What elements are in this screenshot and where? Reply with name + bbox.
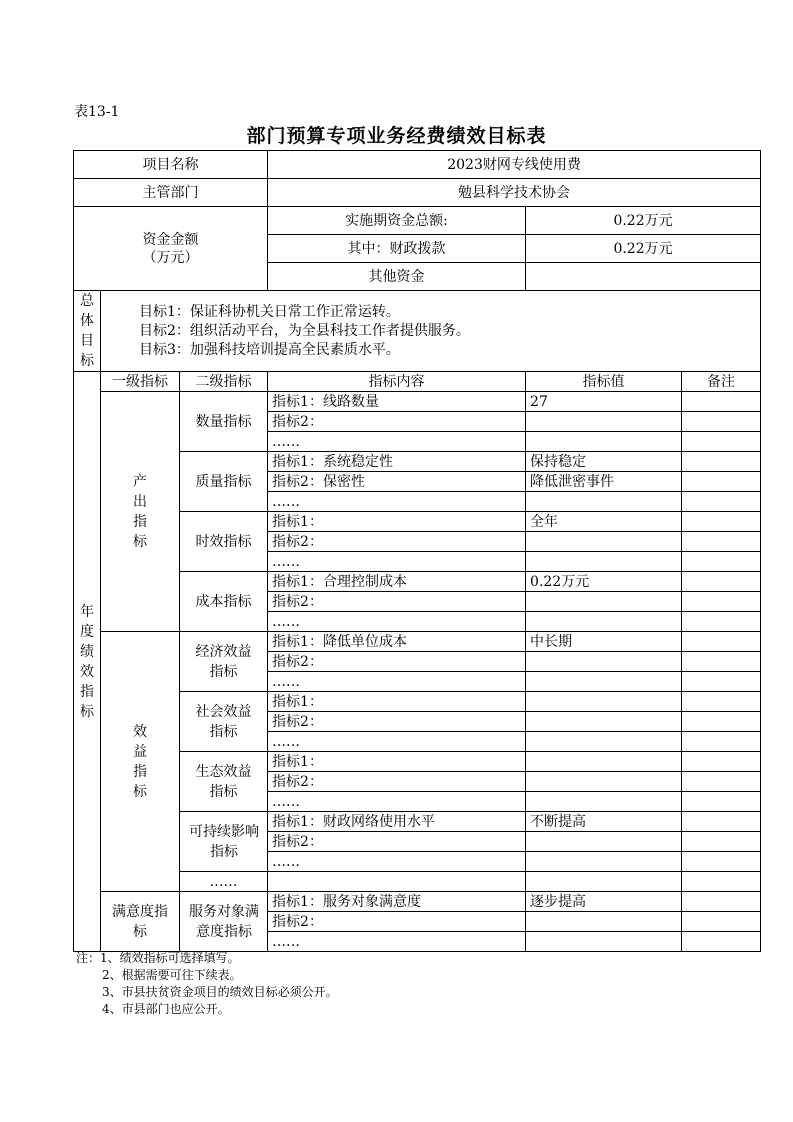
sustainable-indicator: 可持续影响指标: [180, 812, 268, 872]
indicator-value: [526, 712, 682, 732]
indicator-note: [682, 732, 761, 752]
indicator-note: [682, 432, 761, 452]
indicator-content: [268, 872, 526, 892]
department-value: 勉县科学技术协会: [268, 179, 761, 207]
indicator-note: [682, 832, 761, 852]
indicator-value: [526, 672, 682, 692]
satisfaction-indicators-label: 满意度指标: [101, 892, 180, 952]
indicator-note: [682, 452, 761, 472]
social-indicator: 社会效益指标: [180, 692, 268, 752]
indicator-note: [682, 612, 761, 632]
cost-indicator: 成本指标: [180, 572, 268, 632]
service-satisfaction-indicator: 服务对象满意度指标: [180, 892, 268, 952]
indicator-note: [682, 512, 761, 532]
indicator-content: 指标1：: [268, 752, 526, 772]
annual-indicators-label: 年度绩效指标: [74, 372, 101, 952]
indicator-header-row: [74, 372, 761, 392]
indicator-content: 指标2：保密性: [268, 472, 526, 492]
overall-goals-label: 总体目标: [74, 291, 101, 372]
indicator-value: 27: [526, 392, 682, 412]
indicator-note: [682, 852, 761, 872]
indicator-value: [526, 412, 682, 432]
quality-indicator: 质量指标: [180, 452, 268, 512]
indicator-content: 指标2：: [268, 712, 526, 732]
indicator-note: [682, 692, 761, 712]
indicator-content: 指标1：财政网络使用水平: [268, 812, 526, 832]
indicator-note: [682, 652, 761, 672]
output-indicators-label: 产出指标: [101, 392, 180, 632]
indicator-value: 不断提高: [526, 812, 682, 832]
funds-fiscal-label: 其中：财政拨款: [268, 235, 526, 263]
indicator-content: ……: [268, 672, 526, 692]
indicator-note: [682, 672, 761, 692]
indicator-content: ……: [268, 792, 526, 812]
department-row: [74, 179, 761, 207]
indicator-note: [682, 872, 761, 892]
indicator-content: 指标1：降低单位成本: [268, 632, 526, 652]
indicator-value: [526, 872, 682, 892]
funds-label-cell: [74, 207, 268, 291]
indicator-value: 降低泄密事件: [526, 472, 682, 492]
indicator-note: [682, 532, 761, 552]
indicator-note: [682, 812, 761, 832]
indicator-content: 指标2：: [268, 832, 526, 852]
indicator-value: [526, 532, 682, 552]
document-title: 部门预算专项业务经费绩效目标表: [246, 125, 547, 147]
indicator-content: 指标2：: [268, 532, 526, 552]
indicator-value: [526, 932, 682, 952]
timeliness-indicator: 时效指标: [180, 512, 268, 572]
funds-fiscal-value: 0.22万元: [526, 235, 761, 263]
indicator-value: [526, 552, 682, 572]
project-name-label: 项目名称: [74, 151, 268, 179]
indicator-value: 全年: [526, 512, 682, 532]
indicator-content: 指标1：: [268, 512, 526, 532]
indicator-note: [682, 492, 761, 512]
indicator-value: [526, 492, 682, 512]
indicator-content: 指标2：: [268, 592, 526, 612]
header-note: 备注: [682, 372, 761, 392]
indicator-content: ……: [268, 492, 526, 512]
funds-unit: （万元）: [142, 249, 199, 266]
indicator-content: 指标1：: [268, 692, 526, 712]
indicator-content: ……: [268, 432, 526, 452]
indicator-content: ……: [268, 552, 526, 572]
indicator-value: 中长期: [526, 632, 682, 652]
footnote: 3、市县扶贫资金项目的绩效目标必须公开。: [102, 985, 338, 999]
indicator-value: [526, 852, 682, 872]
funds-total-label: 实施期资金总额:: [268, 207, 526, 235]
indicator-note: [682, 792, 761, 812]
indicator-row: [74, 632, 761, 652]
indicator-value: 0.22万元: [526, 572, 682, 592]
indicator-content: ……: [268, 612, 526, 632]
indicator-value: [526, 652, 682, 672]
indicator-value: [526, 692, 682, 712]
indicator-value: [526, 832, 682, 852]
footnotes: [76, 950, 338, 1018]
indicator-value: [526, 792, 682, 812]
table-number: 表13-1: [74, 104, 120, 120]
header-level2: 二级指标: [180, 372, 268, 392]
benefit-indicators-label: 效益指标: [101, 632, 180, 892]
indicator-value: 保持稳定: [526, 452, 682, 472]
performance-target-table: [73, 150, 761, 952]
indicator-content: ……: [268, 732, 526, 752]
indicator-content: 指标2：: [268, 912, 526, 932]
indicator-note: [682, 592, 761, 612]
funds-other-value: [526, 263, 761, 291]
level2-ellipsis: ……: [180, 872, 268, 892]
indicator-content: 指标2：: [268, 652, 526, 672]
indicator-content: 指标1：系统稳定性: [268, 452, 526, 472]
indicator-content: 指标1：服务对象满意度: [268, 892, 526, 912]
footnote: 2、根据需要可往下续表。: [102, 968, 242, 982]
indicator-note: [682, 892, 761, 912]
indicator-note: [682, 772, 761, 792]
indicator-note: [682, 752, 761, 772]
funds-label: 资金金额: [142, 231, 199, 248]
indicator-note: [682, 712, 761, 732]
indicator-value: 逐步提高: [526, 892, 682, 912]
project-name-value: 2023财网专线使用费: [268, 151, 761, 179]
indicator-note: [682, 572, 761, 592]
indicator-note: [682, 392, 761, 412]
indicator-value: [526, 912, 682, 932]
indicator-value: [526, 432, 682, 452]
indicator-content: 指标2：: [268, 772, 526, 792]
indicator-content: ……: [268, 852, 526, 872]
indicator-value: [526, 592, 682, 612]
funds-total-value: 0.22万元: [526, 207, 761, 235]
indicator-content: ……: [268, 932, 526, 952]
indicator-row: [74, 892, 761, 912]
economic-indicator: 经济效益指标: [180, 632, 268, 692]
indicator-note: [682, 912, 761, 932]
overall-goals-row: [74, 291, 761, 372]
indicator-content: 指标1：合理控制成本: [268, 572, 526, 592]
footnote: 注：1、绩效指标可选择填写。: [76, 951, 240, 965]
project-name-row: [74, 151, 761, 179]
quantity-indicator: 数量指标: [180, 392, 268, 452]
goal-item: 目标3：加强科技培训提高全民素质水平。: [139, 341, 400, 358]
header-level1: 一级指标: [101, 372, 180, 392]
goal-item: 目标2：组织活动平台，为全县科技工作者提供服务。: [139, 322, 470, 339]
indicator-note: [682, 632, 761, 652]
indicator-row: [74, 392, 761, 412]
funds-total-row: [74, 207, 761, 235]
header-content: 指标内容: [268, 372, 526, 392]
funds-other-label: 其他资金: [268, 263, 526, 291]
indicator-note: [682, 412, 761, 432]
indicator-content: 指标2：: [268, 412, 526, 432]
header-value: 指标值: [526, 372, 682, 392]
indicator-note: [682, 472, 761, 492]
indicator-note: [682, 552, 761, 572]
department-label: 主管部门: [74, 179, 268, 207]
indicator-value: [526, 752, 682, 772]
ecological-indicator: 生态效益指标: [180, 752, 268, 812]
footnote: 4、市县部门也应公开。: [102, 1002, 230, 1016]
indicator-note: [682, 932, 761, 952]
indicator-value: [526, 732, 682, 752]
indicator-content: 指标1：线路数量: [268, 392, 526, 412]
overall-goals-content: [101, 291, 761, 372]
indicator-value: [526, 612, 682, 632]
goal-item: 目标1：保证科协机关日常工作正常运转。: [139, 303, 400, 320]
indicator-value: [526, 772, 682, 792]
